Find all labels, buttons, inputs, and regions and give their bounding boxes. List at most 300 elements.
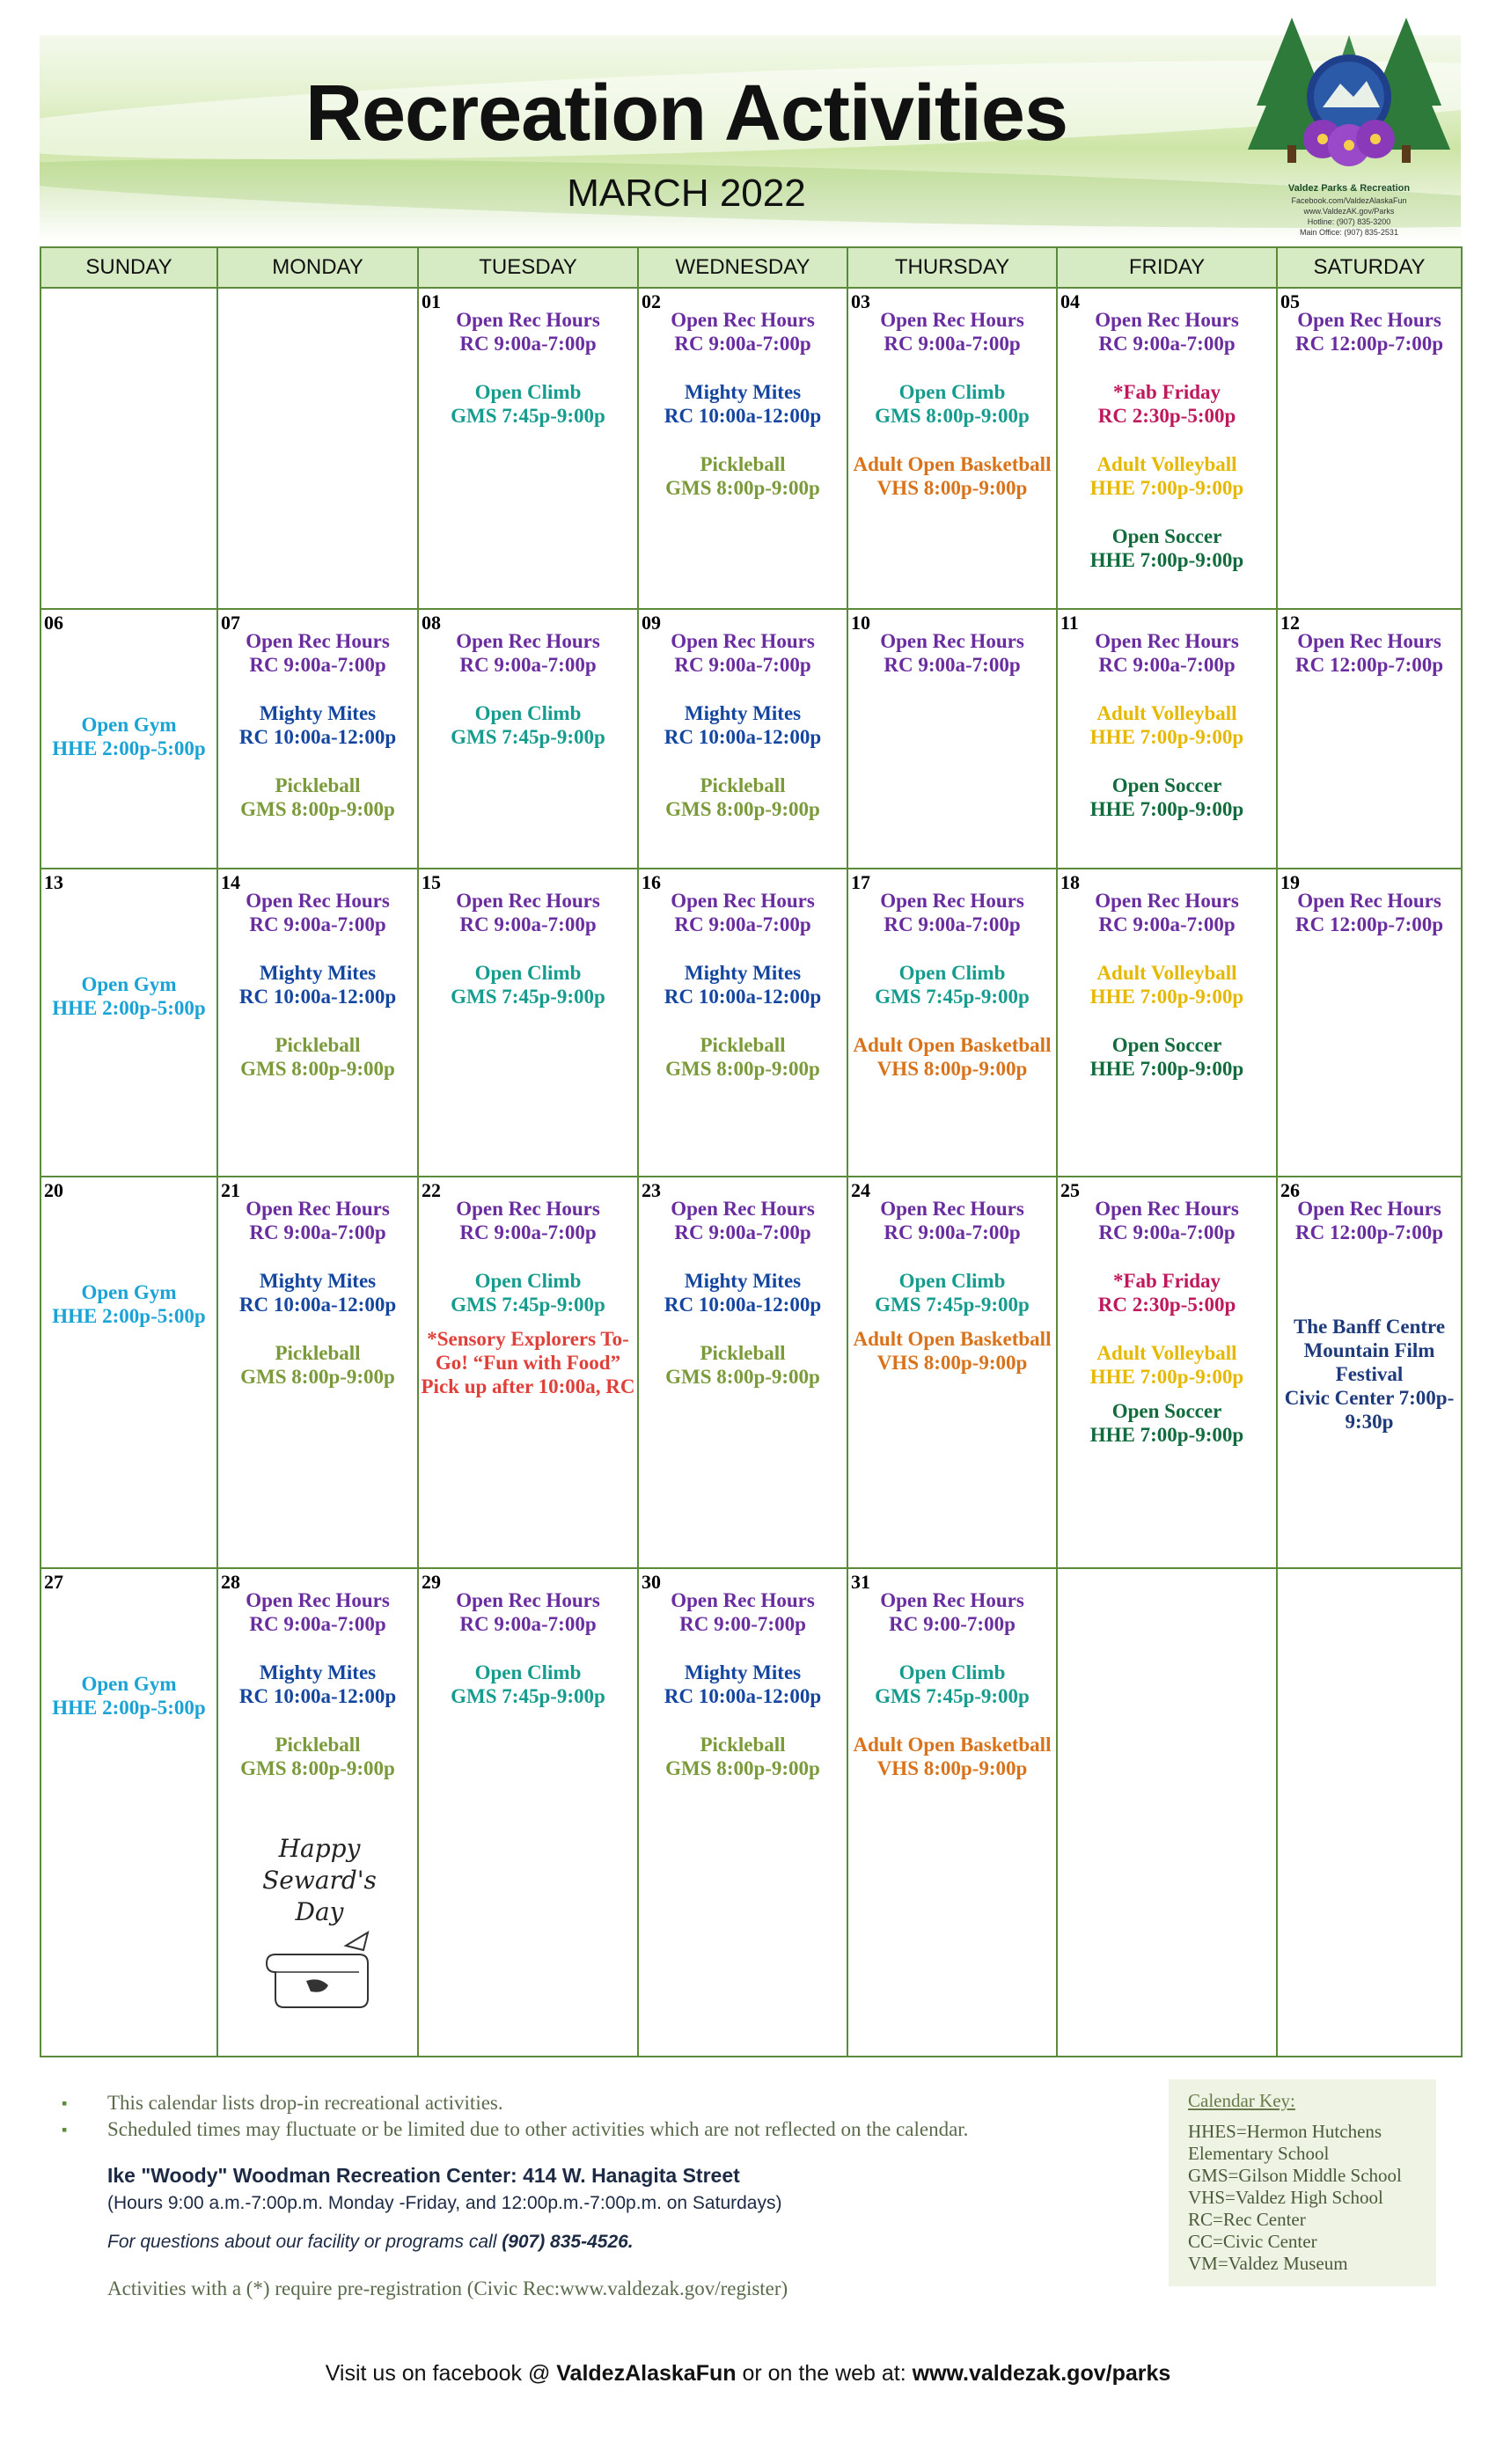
calendar-event — [639, 1269, 847, 1316]
event-time: RC 9:00a-7:00p — [884, 654, 1021, 676]
event-time: VHS 8:00p-9:00p — [876, 477, 1028, 499]
day-cell — [1277, 609, 1462, 869]
event-time: RC 9:00a-7:00p — [459, 1613, 597, 1635]
event-time: GMS 8:00p-9:00p — [875, 405, 1030, 427]
event-time: RC 9:00a-7:00p — [249, 1221, 386, 1243]
calendar-event — [639, 629, 847, 677]
day-cell — [217, 288, 418, 609]
event-name: Open Rec Hours — [1297, 890, 1441, 912]
day-cell — [638, 288, 847, 609]
calendar-event — [639, 1197, 847, 1244]
event-time: HHE 7:00p-9:00p — [1089, 986, 1244, 1008]
key-item: GMS=Gilson Middle School — [1188, 2165, 1402, 2186]
event-time: VHS 8:00p-9:00p — [876, 1352, 1028, 1374]
day-cell — [638, 1568, 847, 2057]
day-events — [218, 869, 417, 1081]
calendar-event — [1058, 452, 1276, 500]
day-cell — [1277, 1177, 1462, 1568]
website-link[interactable]: www.valdezak.gov/parks — [912, 2361, 1171, 2386]
event-name: *Sensory Explorers To-Go! “Fun with Food” — [427, 1328, 629, 1374]
event-name: Open Climb — [474, 381, 582, 403]
day-cell — [1057, 609, 1277, 869]
day-events — [1058, 610, 1276, 821]
event-time: GMS 7:45p-9:00p — [875, 1294, 1030, 1316]
calendar-event — [1278, 1197, 1461, 1244]
event-time: GMS 8:00p-9:00p — [665, 477, 820, 499]
calendar-key — [1169, 2079, 1436, 2286]
event-time: GMS 7:45p-9:00p — [875, 1685, 1030, 1707]
event-time: GMS 8:00p-9:00p — [665, 1058, 820, 1080]
day-cell — [40, 869, 217, 1177]
calendar-event — [419, 380, 637, 428]
event-name: Adult Open Basketball — [853, 1034, 1052, 1056]
calendar-event — [218, 1733, 417, 1780]
calendar-event — [639, 308, 847, 356]
day-number: 30 — [642, 1571, 661, 1593]
event-name: Pickleball — [700, 1734, 786, 1756]
event-name: Open Gym — [81, 714, 177, 736]
event-time: RC 12:00p-7:00p — [1294, 1221, 1444, 1243]
event-time: RC 9:00a-7:00p — [459, 913, 597, 935]
day-cell — [40, 1568, 217, 2057]
event-time: RC 9:00-7:00p — [889, 1613, 1016, 1635]
event-name: Open Rec Hours — [246, 1198, 390, 1220]
event-name: Open Climb — [898, 962, 1006, 984]
day-cell — [40, 1177, 217, 1568]
day-cell — [217, 869, 418, 1177]
event-time: GMS 7:45p-9:00p — [451, 405, 605, 427]
sewards-day-text: Day — [295, 1897, 344, 1926]
event-time: RC 9:00a-7:00p — [459, 654, 597, 676]
event-name: Pickleball — [700, 774, 786, 796]
event-name: Open Rec Hours — [671, 309, 815, 331]
calendar-event — [419, 961, 637, 1008]
day-number: 07 — [221, 612, 240, 634]
day-cell — [1057, 288, 1277, 609]
day-events — [41, 610, 216, 760]
event-name: Mighty Mites — [259, 962, 377, 984]
event-time: RC 10:00a-12:00p — [664, 986, 822, 1008]
calendar-event — [419, 1269, 637, 1316]
calendar-event — [218, 1588, 417, 1636]
calendar-event — [1058, 889, 1276, 936]
logo-hotline: Hotline: (907) 835-3200 — [1307, 217, 1391, 226]
event-time: RC 10:00a-12:00p — [238, 1685, 397, 1707]
day-number: 25 — [1060, 1179, 1080, 1201]
day-number: 20 — [44, 1179, 63, 1201]
event-name: Open Rec Hours — [456, 890, 600, 912]
calendar-event — [1278, 308, 1461, 356]
event-time: RC 12:00p-7:00p — [1294, 333, 1444, 355]
event-time: RC 10:00a-12:00p — [664, 405, 822, 427]
calendar-event — [639, 1733, 847, 1780]
event-time: GMS 8:00p-9:00p — [665, 798, 820, 820]
calendar-event — [639, 452, 847, 500]
event-name: Mighty Mites — [259, 1270, 377, 1292]
weekday-header: MONDAY — [217, 247, 418, 288]
facebook-link[interactable]: ValdezAlaskaFun — [556, 2361, 737, 2386]
day-cell — [217, 1177, 418, 1568]
event-name: Open Rec Hours — [671, 1589, 815, 1611]
page-subtitle: MARCH 2022 — [567, 172, 806, 215]
event-name: Open Climb — [474, 1270, 582, 1292]
day-cell — [847, 869, 1057, 1177]
day-number: 03 — [851, 290, 870, 312]
calendar-event — [848, 629, 1056, 677]
event-name: Mighty Mites — [259, 702, 377, 724]
day-number: 28 — [221, 1571, 240, 1593]
day-cell — [1277, 869, 1462, 1177]
day-number: 17 — [851, 871, 870, 893]
event-name: Mighty Mites — [684, 1661, 802, 1683]
day-cell — [1277, 288, 1462, 609]
event-time: HHE 2:00p-5:00p — [52, 737, 206, 759]
event-time: HHE 7:00p-9:00p — [1089, 1058, 1244, 1080]
calendar-event — [1058, 380, 1276, 428]
sewards-day-card — [258, 1833, 381, 2035]
event-time: RC 10:00a-12:00p — [664, 1294, 822, 1316]
calendar-event — [1058, 1033, 1276, 1081]
parks-logo — [1239, 9, 1459, 238]
day-events — [218, 289, 417, 308]
calendar-event — [1058, 1269, 1276, 1316]
calendar-event — [1058, 1341, 1276, 1389]
calendar-event — [1058, 1399, 1276, 1447]
event-time: HHE 7:00p-9:00p — [1089, 726, 1244, 748]
calendar-event — [639, 774, 847, 821]
weekday-header: FRIDAY — [1057, 247, 1277, 288]
event-time: RC 9:00a-7:00p — [249, 654, 386, 676]
event-time: GMS 8:00p-9:00p — [665, 1366, 820, 1388]
calendar-event — [639, 961, 847, 1008]
event-name: Open Rec Hours — [880, 630, 1024, 652]
event-name: The Banff Centre Mountain Film Festival — [1293, 1316, 1446, 1385]
calendar-event — [419, 1197, 637, 1244]
day-number: 16 — [642, 871, 661, 893]
day-number: 06 — [44, 612, 63, 634]
day-events — [419, 610, 637, 749]
day-events — [848, 610, 1056, 677]
day-number: 18 — [1060, 871, 1080, 893]
event-name: Mighty Mites — [684, 702, 802, 724]
event-time: Civic Center 7:00p-9:30p — [1284, 1387, 1455, 1433]
calendar-event — [1058, 1197, 1276, 1244]
day-number: 08 — [422, 612, 441, 634]
day-cell — [847, 1568, 1057, 2057]
calendar-event — [848, 889, 1056, 936]
event-name: Open Rec Hours — [456, 1589, 600, 1611]
event-name: Mighty Mites — [259, 1661, 377, 1683]
event-name: Open Rec Hours — [1095, 890, 1239, 912]
event-time: RC 9:00a-7:00p — [674, 333, 811, 355]
event-time: RC 10:00a-12:00p — [238, 1294, 397, 1316]
calendar-event — [419, 1327, 637, 1398]
weekday-header: SATURDAY — [1277, 247, 1462, 288]
day-events — [639, 1177, 847, 1389]
event-name: Open Climb — [474, 702, 582, 724]
day-number: 19 — [1280, 871, 1300, 893]
event-name: Open Rec Hours — [1297, 630, 1441, 652]
day-number: 09 — [642, 612, 661, 634]
event-time: RC 10:00a-12:00p — [664, 726, 822, 748]
day-cell — [1057, 1568, 1277, 2057]
day-number: 04 — [1060, 290, 1080, 312]
event-time: GMS 8:00p-9:00p — [240, 1058, 395, 1080]
day-cell — [40, 288, 217, 609]
calendar-key-title: Calendar Key: — [1188, 2090, 1295, 2111]
calendar-event — [1058, 701, 1276, 749]
calendar-event — [218, 961, 417, 1008]
calendar-event — [218, 1341, 417, 1389]
event-name: *Fab Friday — [1112, 381, 1221, 403]
event-time: GMS 8:00p-9:00p — [240, 1757, 395, 1779]
event-name: Open Rec Hours — [1297, 1198, 1441, 1220]
logo-office: Main Office: (907) 835-2531 — [1300, 228, 1398, 237]
page-title: Recreation Activities — [305, 70, 1067, 158]
event-name: Open Rec Hours — [456, 630, 600, 652]
event-time: RC 9:00a-7:00p — [249, 1613, 386, 1635]
event-name: Open Rec Hours — [880, 1198, 1024, 1220]
note-bullet: ▪ Scheduled times may fluctuate or be limited due to other activities which are not reflected on the calendar. — [62, 2116, 1118, 2143]
key-item: RC=Rec Center — [1188, 2209, 1306, 2230]
event-name: Open Soccer — [1111, 525, 1222, 547]
day-number: 23 — [642, 1179, 661, 1201]
day-cell — [418, 869, 638, 1177]
event-time: RC 2:30p-5:00p — [1097, 405, 1236, 427]
day-number: 27 — [44, 1571, 63, 1593]
calendar-event — [639, 1661, 847, 1708]
day-cell — [638, 609, 847, 869]
day-events — [1278, 1177, 1461, 1434]
key-item: VHS=Valdez High School — [1188, 2187, 1383, 2208]
day-number: 21 — [221, 1179, 240, 1201]
event-name: Open Climb — [898, 381, 1006, 403]
day-cell — [40, 609, 217, 869]
calendar-event — [848, 1733, 1056, 1780]
calendar-event — [639, 1341, 847, 1389]
event-name: Open Rec Hours — [880, 890, 1024, 912]
calendar-event — [218, 774, 417, 821]
event-name: Open Rec Hours — [246, 1589, 390, 1611]
event-name: Pickleball — [700, 1034, 786, 1056]
day-cell — [217, 609, 418, 869]
event-name: Open Climb — [898, 1270, 1006, 1292]
event-time: RC 9:00a-7:00p — [249, 913, 386, 935]
day-number: 24 — [851, 1179, 870, 1201]
day-events — [1278, 610, 1461, 677]
event-name: *Fab Friday — [1112, 1270, 1221, 1292]
event-time: RC 9:00a-7:00p — [674, 1221, 811, 1243]
event-time: GMS 7:45p-9:00p — [451, 986, 605, 1008]
calendar-event — [218, 1661, 417, 1708]
calendar-event — [848, 308, 1056, 356]
calendar-event — [218, 629, 417, 677]
scroll-icon — [258, 1928, 381, 2016]
day-number: 31 — [851, 1571, 870, 1593]
event-time: RC 9:00a-7:00p — [674, 654, 811, 676]
day-number: 12 — [1280, 612, 1300, 634]
day-events — [419, 289, 637, 428]
event-time: HHE 7:00p-9:00p — [1089, 477, 1244, 499]
day-number: 22 — [422, 1179, 441, 1201]
calendar-event — [218, 1033, 417, 1081]
event-name: Pickleball — [275, 1734, 361, 1756]
day-events — [848, 1177, 1056, 1375]
event-name: Open Soccer — [1111, 774, 1222, 796]
calendar-event — [419, 889, 637, 936]
event-name: Pickleball — [275, 774, 361, 796]
event-name: Pickleball — [700, 453, 786, 475]
event-time: RC 9:00a-7:00p — [459, 333, 597, 355]
event-time: HHE 2:00p-5:00p — [52, 997, 206, 1019]
day-events — [218, 610, 417, 821]
event-name: Adult Open Basketball — [853, 453, 1052, 475]
event-time: RC 12:00p-7:00p — [1294, 913, 1444, 935]
footer-middle: or on the web at: — [736, 2361, 913, 2386]
event-name: Open Soccer — [1111, 1400, 1222, 1422]
logo-facebook: Facebook.com/ValdezAlaskaFun — [1291, 196, 1407, 205]
day-cell — [638, 1177, 847, 1568]
day-events — [639, 610, 847, 821]
calendar-event — [41, 972, 216, 1020]
event-time: RC 9:00a-7:00p — [674, 913, 811, 935]
event-time: HHE 2:00p-5:00p — [52, 1697, 206, 1719]
calendar-event — [848, 1033, 1056, 1081]
key-item: VM=Valdez Museum — [1188, 2253, 1348, 2274]
day-cell — [217, 1568, 418, 2057]
day-cell — [847, 1177, 1057, 1568]
calendar-event — [218, 1197, 417, 1244]
event-name: Open Gym — [81, 973, 177, 995]
day-events — [218, 1569, 417, 1780]
event-time: RC 2:30p-5:00p — [1097, 1294, 1236, 1316]
event-time: RC 10:00a-12:00p — [664, 1685, 822, 1707]
event-name: Adult Volleyball — [1096, 962, 1237, 984]
week-row — [40, 869, 1462, 1177]
calendar-event — [419, 701, 637, 749]
event-time: RC 9:00a-7:00p — [1098, 913, 1236, 935]
event-name: Open Rec Hours — [671, 630, 815, 652]
questions-text: For questions about our facility or programs call — [107, 2232, 502, 2252]
event-time: RC 9:00a-7:00p — [884, 913, 1021, 935]
event-time: HHE 7:00p-9:00p — [1089, 1424, 1244, 1446]
event-name: Mighty Mites — [684, 381, 802, 403]
event-name: Open Rec Hours — [880, 1589, 1024, 1611]
day-number: 11 — [1060, 612, 1079, 634]
key-item: HHES=Hermon Hutchens — [1188, 2121, 1382, 2142]
calendar-event — [639, 1588, 847, 1636]
calendar-event — [1058, 629, 1276, 677]
weekday-header: WEDNESDAY — [638, 247, 847, 288]
day-cell — [1057, 869, 1277, 1177]
event-name: Mighty Mites — [684, 1270, 802, 1292]
day-events — [419, 1569, 637, 1708]
day-events — [848, 869, 1056, 1081]
event-time: GMS 8:00p-9:00p — [240, 1366, 395, 1388]
logo-web: www.ValdezAK.gov/Parks — [1303, 207, 1395, 216]
event-name: Open Rec Hours — [456, 309, 600, 331]
day-cell — [418, 288, 638, 609]
event-time: GMS 7:45p-9:00p — [875, 986, 1030, 1008]
event-name: Open Rec Hours — [1095, 309, 1239, 331]
questions-phone: (907) 835-4526. — [502, 2232, 634, 2252]
day-events — [41, 1177, 216, 1328]
event-name: Open Rec Hours — [1095, 1198, 1239, 1220]
event-time: HHE 7:00p-9:00p — [1089, 549, 1244, 571]
day-events — [1058, 1177, 1276, 1447]
day-number: 15 — [422, 871, 441, 893]
event-time: RC 10:00a-12:00p — [238, 986, 397, 1008]
event-time: RC 9:00a-7:00p — [1098, 1221, 1236, 1243]
event-time: RC 9:00a-7:00p — [1098, 654, 1236, 676]
calendar-event — [218, 701, 417, 749]
day-cell — [418, 1568, 638, 2057]
day-events — [1058, 1569, 1276, 1588]
event-time: RC 9:00a-7:00p — [1098, 333, 1236, 355]
calendar-event — [419, 1588, 637, 1636]
weekday-header: SUNDAY — [40, 247, 217, 288]
calendar-event — [1278, 889, 1461, 936]
day-cell — [638, 869, 847, 1177]
weekday-header: THURSDAY — [847, 247, 1057, 288]
event-name: Mighty Mites — [684, 962, 802, 984]
day-number: 10 — [851, 612, 870, 634]
event-time: GMS 7:45p-9:00p — [451, 1294, 605, 1316]
logo-brand: Valdez Parks & Recreation — [1287, 183, 1411, 194]
day-number: 29 — [422, 1571, 441, 1593]
event-time: RC 9:00a-7:00p — [459, 1221, 597, 1243]
day-events — [639, 1569, 847, 1780]
day-events — [1278, 869, 1461, 936]
event-time: GMS 7:45p-9:00p — [451, 726, 605, 748]
event-time: RC 12:00p-7:00p — [1294, 654, 1444, 676]
week-row — [40, 1177, 1462, 1568]
calendar-event — [1058, 308, 1276, 356]
calendar-event — [419, 629, 637, 677]
event-time: RC 9:00a-7:00p — [884, 333, 1021, 355]
day-events — [218, 1177, 417, 1389]
event-name: Open Rec Hours — [671, 1198, 815, 1220]
day-number: 01 — [422, 290, 441, 312]
event-name: Open Soccer — [1111, 1034, 1222, 1056]
event-name: Open Rec Hours — [1297, 309, 1441, 331]
day-number: 02 — [642, 290, 661, 312]
day-events — [848, 1569, 1056, 1780]
calendar-event — [41, 1672, 216, 1720]
event-time: RC 10:00a-12:00p — [238, 726, 397, 748]
day-events — [1058, 869, 1276, 1081]
day-events — [419, 1177, 637, 1398]
day-events — [1278, 1569, 1461, 1588]
sewards-day-text: Seward's — [262, 1866, 377, 1895]
event-time: GMS 7:45p-9:00p — [451, 1685, 605, 1707]
event-name: Pickleball — [275, 1034, 361, 1056]
event-time: GMS 8:00p-9:00p — [665, 1757, 820, 1779]
rec-center-name: Ike "Woody" Woodman Recreation Center: 414 W. Hanagita Street — [107, 2164, 740, 2187]
day-number: 14 — [221, 871, 240, 893]
day-cell — [418, 1177, 638, 1568]
calendar-event — [419, 1661, 637, 1708]
event-name: Adult Volleyball — [1096, 453, 1237, 475]
calendar-event — [848, 1197, 1056, 1244]
event-name: Open Climb — [474, 962, 582, 984]
calendar-event — [218, 889, 417, 936]
rec-center-hours: (Hours 9:00 a.m.-7:00p.m. Monday -Friday, and 12:00p.m.-7:00p.m. on Saturdays) — [107, 2193, 782, 2213]
event-time: RC 9:00-7:00p — [679, 1613, 806, 1635]
calendar-event — [639, 1033, 847, 1081]
week-row — [40, 288, 1462, 609]
day-events — [848, 289, 1056, 500]
